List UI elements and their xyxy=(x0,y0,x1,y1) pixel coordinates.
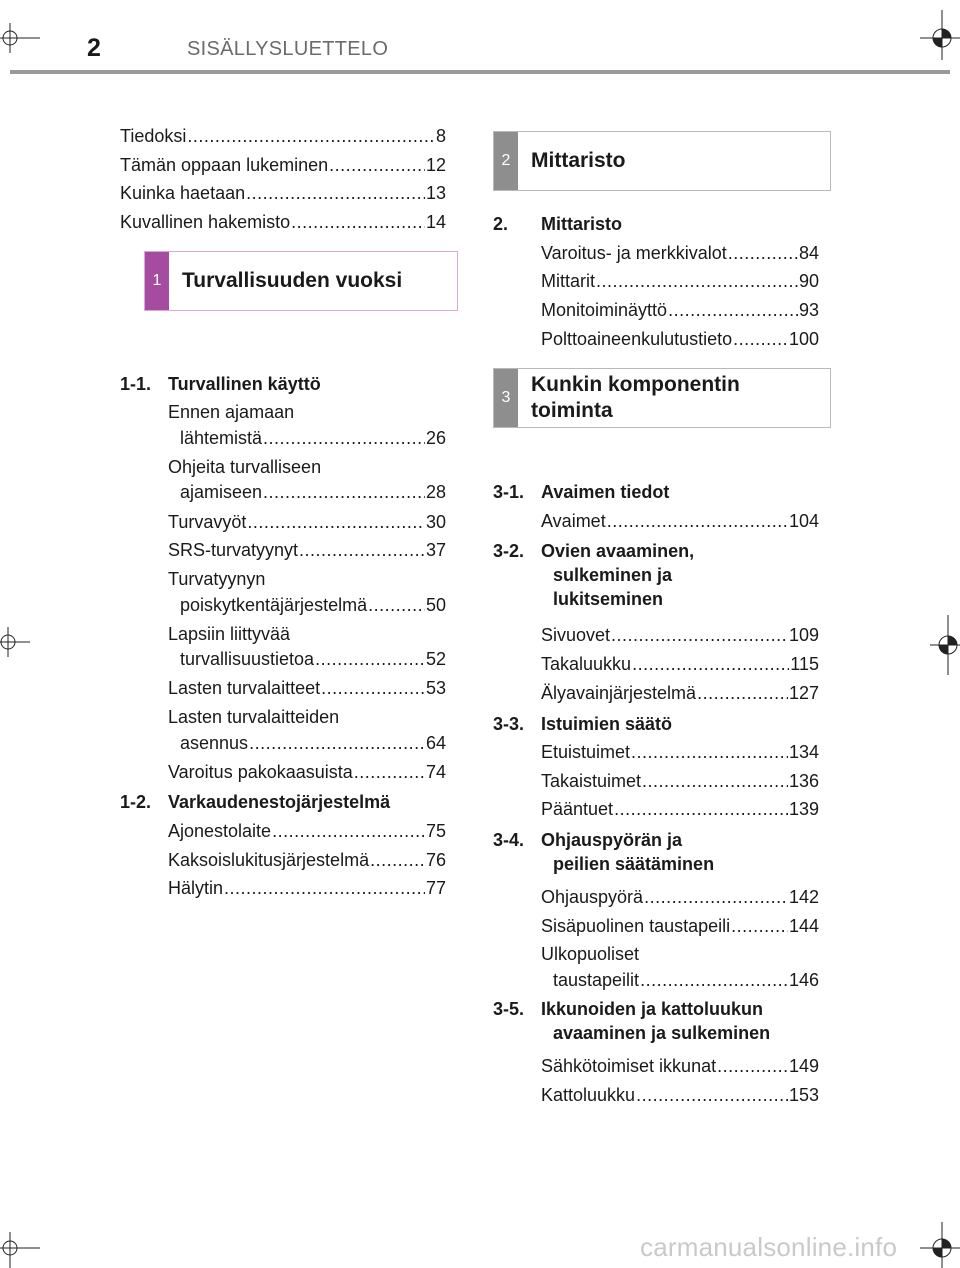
toc-entry[interactable]: Avaimet ..... 104 xyxy=(541,509,819,538)
group-heading: 3-3. Istuimien säätö xyxy=(493,713,673,734)
toc-entry[interactable]: Mittarit ..... 90 xyxy=(541,269,819,298)
intro-entries xyxy=(120,124,446,239)
toc-group-3-1 xyxy=(493,480,819,537)
toc-entry[interactable]: Kuinka haetaan ..... 13 xyxy=(120,181,446,210)
toc-entry[interactable]: Lasten turvalaitteiden asennus ..... 64 xyxy=(168,705,446,758)
toc-entry[interactable]: Varoitus pakokaasuista ..... 74 xyxy=(168,760,446,789)
toc-left-column xyxy=(120,124,446,905)
section-title: Turvallisuuden vuoksi xyxy=(182,268,403,292)
section-number-tab: 2 xyxy=(494,132,518,190)
toc-group-3-3 xyxy=(493,712,819,827)
section-number-tab: 1 xyxy=(145,252,169,310)
toc-group-1-2 xyxy=(120,790,446,905)
section-header-3[interactable] xyxy=(493,368,831,428)
header-rule xyxy=(10,70,950,74)
page-header xyxy=(0,28,960,78)
section-title: Mittaristo xyxy=(531,149,626,172)
toc-entry[interactable]: Lasten turvalaitteet ..... 53 xyxy=(168,676,446,705)
toc-entry[interactable]: Takaistuimet ..... 136 xyxy=(541,769,819,798)
toc-entry[interactable]: Polttoaineenkulutustieto ..... 100 xyxy=(541,327,819,356)
toc-entry[interactable]: Takaluukku ..... 115 xyxy=(541,652,819,681)
toc-group-3-4 xyxy=(493,828,819,995)
toc-entry[interactable]: Sähkötoimiset ikkunat ..... 149 xyxy=(541,1054,819,1083)
crop-mark-mid-left xyxy=(0,622,30,662)
toc-entry[interactable]: Sisäpuolinen taustapeili ..... 144 xyxy=(541,914,819,943)
toc-entry[interactable]: Ohjeita turvalliseen ajamiseen ..... 28 xyxy=(168,455,446,508)
toc-right-column xyxy=(493,212,819,1112)
watermark: carmanualsonline.info xyxy=(640,1232,898,1262)
toc-entry[interactable]: Monitoiminäyttö ..... 93 xyxy=(541,298,819,327)
toc-group-2 xyxy=(493,212,819,355)
toc-entry[interactable]: Etuistuimet ..... 134 xyxy=(541,740,819,769)
crop-mark-bottom-left xyxy=(0,1232,40,1268)
group-heading: 2. Mittaristo xyxy=(493,214,622,234)
group-heading: 3-4. Ohjauspyörän ja peilien säätäminen xyxy=(493,830,715,875)
toc-entry[interactable]: Ennen ajamaan lähtemistä ..... 26 xyxy=(168,400,446,453)
toc-entry[interactable]: Kattoluukku ..... 153 xyxy=(541,1083,819,1112)
toc-group-3-5 xyxy=(493,997,819,1111)
toc-entry[interactable]: Varoitus- ja merkkivalot ..... 84 xyxy=(541,241,819,270)
running-title: SISÄLLYSLUETTELO xyxy=(187,38,389,60)
toc-entry[interactable]: Hälytin ..... 77 xyxy=(168,876,446,905)
page-number: 2 xyxy=(87,34,101,62)
section-title: Kunkin komponentin toiminta xyxy=(531,373,740,423)
toc-group-1-1 xyxy=(120,372,446,789)
toc-entry[interactable]: Ulkopuoliset taustapeilit ..... 146 xyxy=(541,942,819,995)
crop-mark-bottom-right xyxy=(920,1222,960,1268)
toc-entry[interactable]: Sivuovet ..... 109 xyxy=(541,623,819,652)
toc-entry[interactable]: Kaksoislukitusjärjestelmä ..... 76 xyxy=(168,848,446,877)
toc-entry[interactable]: Ohjauspyörä ..... 142 xyxy=(541,885,819,914)
group-heading: 3-1. Avaimen tiedot xyxy=(493,482,670,503)
toc-entry[interactable]: Pääntuet ..... 139 xyxy=(541,797,819,826)
toc-entry[interactable]: Turvatyynyn poiskytkentäjärjestelmä ..... 50 xyxy=(168,567,446,620)
toc-entry[interactable]: Turvavyöt ..... 30 xyxy=(168,510,446,539)
toc-entry[interactable]: Älyavainjärjestelmä ..... 127 xyxy=(541,681,819,710)
section-header-2[interactable] xyxy=(493,131,831,191)
toc-entry[interactable]: SRS-turvatyynyt ..... 37 xyxy=(168,538,446,567)
crop-mark-mid-right xyxy=(930,615,960,675)
group-heading: 1-2. Varkaudenestojärjestelmä xyxy=(120,792,391,813)
toc-entry[interactable]: Lapsiin liittyvää turvallisuustietoa ..... 52 xyxy=(168,622,446,675)
toc-entry[interactable]: Tiedoksi ..... 8 xyxy=(120,124,446,153)
group-heading: 3-5. Ikkunoiden ja kattoluukun avaaminen ja sulkeminen xyxy=(493,999,771,1044)
toc-entry[interactable]: Tämän oppaan lukeminen ..... 12 xyxy=(120,153,446,182)
toc-entry[interactable]: Kuvallinen hakemisto ..... 14 xyxy=(120,210,446,239)
group-heading: 3-2. Ovien avaaminen, sulkeminen ja lukitseminen xyxy=(493,541,695,610)
section-header-1[interactable] xyxy=(144,251,458,311)
section-number-tab: 3 xyxy=(494,369,518,427)
toc-entry[interactable]: Ajonestolaite ..... 75 xyxy=(168,819,446,848)
group-heading: 1-1. Turvallinen käyttö xyxy=(120,373,321,394)
toc-group-3-2 xyxy=(493,539,819,709)
